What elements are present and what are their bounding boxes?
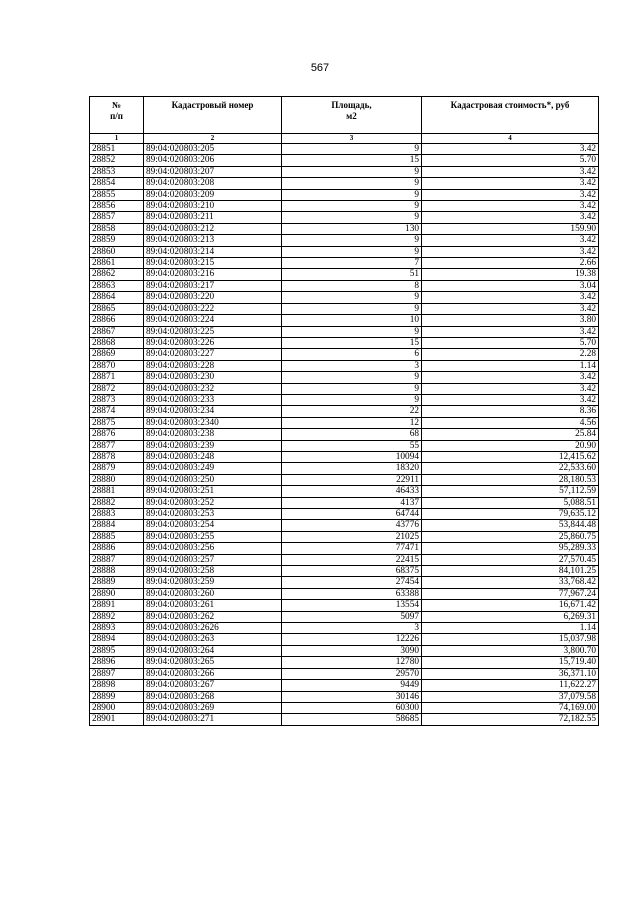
cell-area: 8: [282, 280, 422, 291]
cell-cadastral-number: 89:04:020803:217: [144, 280, 282, 291]
cell-cadastral-number: 89:04:020803:220: [144, 292, 282, 303]
cell-index: 28887: [90, 554, 144, 565]
table-row: [90, 531, 599, 542]
cell-area: 29570: [282, 668, 422, 679]
cell-index: 28886: [90, 543, 144, 554]
cell-value: 95,289.33: [422, 543, 599, 554]
cell-index: 28897: [90, 668, 144, 679]
cell-cadastral-number: 89:04:020803:206: [144, 155, 282, 166]
table-row: [90, 144, 599, 155]
cell-index: 28874: [90, 406, 144, 417]
cell-area: 3: [282, 360, 422, 371]
table-row: [90, 155, 599, 166]
cell-cadastral-number: 89:04:020803:271: [144, 714, 282, 725]
table-row: [90, 394, 599, 405]
cell-area: 27454: [282, 577, 422, 588]
cell-index: 28873: [90, 394, 144, 405]
cell-value: 57,112.59: [422, 486, 599, 497]
cell-index: 28878: [90, 451, 144, 462]
cell-area: 21025: [282, 531, 422, 542]
table-row: [90, 223, 599, 234]
cell-value: 27,570.45: [422, 554, 599, 565]
cell-value: 3,800.70: [422, 645, 599, 656]
cell-index: 28893: [90, 623, 144, 634]
table-row: [90, 315, 599, 326]
cell-index: 28901: [90, 714, 144, 725]
cell-index: 28853: [90, 166, 144, 177]
table-row: [90, 645, 599, 656]
cell-area: 18320: [282, 463, 422, 474]
cell-index: 28872: [90, 383, 144, 394]
cell-cadastral-number: 89:04:020803:257: [144, 554, 282, 565]
cell-cadastral-number: 89:04:020803:222: [144, 303, 282, 314]
table-row: [90, 474, 599, 485]
cell-value: 3.42: [422, 144, 599, 155]
table-row: [90, 189, 599, 200]
cell-index: 28883: [90, 509, 144, 520]
cell-cadastral-number: 89:04:020803:263: [144, 634, 282, 645]
cell-value: 12,415.62: [422, 451, 599, 462]
cell-area: 60300: [282, 702, 422, 713]
cell-cadastral-number: 89:04:020803:250: [144, 474, 282, 485]
table-body: [90, 144, 599, 726]
table-row: [90, 566, 599, 577]
cell-cadastral-number: 89:04:020803:205: [144, 144, 282, 155]
cell-area: 9: [282, 201, 422, 212]
cell-area: 51: [282, 269, 422, 280]
table-row: [90, 212, 599, 223]
table-row: [90, 691, 599, 702]
cell-value: 3.42: [422, 303, 599, 314]
cell-index: 28876: [90, 429, 144, 440]
cell-index: 28856: [90, 201, 144, 212]
cell-area: 10094: [282, 451, 422, 462]
table-row: [90, 235, 599, 246]
cell-index: 28877: [90, 440, 144, 451]
cell-value: 3.42: [422, 201, 599, 212]
cell-value: 3.42: [422, 178, 599, 189]
cell-area: 9: [282, 246, 422, 257]
cell-cadastral-number: 89:04:020803:264: [144, 645, 282, 656]
cell-value: 3.42: [422, 326, 599, 337]
cell-value: 159.90: [422, 223, 599, 234]
table-row: [90, 588, 599, 599]
table-row: [90, 714, 599, 725]
cell-cadastral-number: 89:04:020803:216: [144, 269, 282, 280]
cell-area: 9: [282, 383, 422, 394]
cell-value: 3.80: [422, 315, 599, 326]
cell-value: 3.42: [422, 292, 599, 303]
cell-area: 46433: [282, 486, 422, 497]
table-row: [90, 269, 599, 280]
cell-index: 28855: [90, 189, 144, 200]
cell-cadastral-number: 89:04:020803:252: [144, 497, 282, 508]
table-row: [90, 280, 599, 291]
cell-area: 9: [282, 178, 422, 189]
table-row: [90, 509, 599, 520]
table-row: [90, 623, 599, 634]
cell-value: 25.84: [422, 429, 599, 440]
cell-cadastral-number: 89:04:020803:267: [144, 680, 282, 691]
cell-cadastral-number: 89:04:020803:258: [144, 566, 282, 577]
cell-value: 20.90: [422, 440, 599, 451]
cell-cadastral-number: 89:04:020803:209: [144, 189, 282, 200]
cell-index: 28898: [90, 680, 144, 691]
table-row: [90, 668, 599, 679]
cell-cadastral-number: 89:04:020803:239: [144, 440, 282, 451]
cell-value: 3.42: [422, 383, 599, 394]
cell-index: 28889: [90, 577, 144, 588]
cell-area: 9: [282, 189, 422, 200]
cell-index: 28885: [90, 531, 144, 542]
cell-value: 6,269.31: [422, 611, 599, 622]
cell-cadastral-number: 89:04:020803:248: [144, 451, 282, 462]
header-index-line1: №: [111, 100, 122, 110]
cell-index: 28859: [90, 235, 144, 246]
cadastral-table: [89, 96, 599, 726]
table-row: [90, 258, 599, 269]
cell-cadastral-number: 89:04:020803:249: [144, 463, 282, 474]
cell-area: 68: [282, 429, 422, 440]
cell-cadastral-number: 89:04:020803:227: [144, 349, 282, 360]
table-row: [90, 611, 599, 622]
cell-index: 28890: [90, 588, 144, 599]
cell-area: 43776: [282, 520, 422, 531]
column-number: 2: [144, 134, 282, 144]
cell-area: 58685: [282, 714, 422, 725]
cell-area: 9: [282, 303, 422, 314]
cell-area: 9: [282, 144, 422, 155]
cell-value: 3.42: [422, 189, 599, 200]
table-row: [90, 349, 599, 360]
cell-area: 7: [282, 258, 422, 269]
table-row: [90, 486, 599, 497]
table-row: [90, 497, 599, 508]
cell-value: 1.14: [422, 623, 599, 634]
cell-index: 28867: [90, 326, 144, 337]
cell-cadastral-number: 89:04:020803:259: [144, 577, 282, 588]
column-number: 3: [282, 134, 422, 144]
cell-cadastral-number: 89:04:020803:260: [144, 588, 282, 599]
column-number-row: [90, 134, 599, 144]
table-row: [90, 702, 599, 713]
cell-index: 28857: [90, 212, 144, 223]
cell-value: 3.04: [422, 280, 599, 291]
cell-area: 3: [282, 623, 422, 634]
table-row: [90, 463, 599, 474]
cell-value: 3.42: [422, 235, 599, 246]
cell-value: 72,182.55: [422, 714, 599, 725]
table-row: [90, 383, 599, 394]
header-cadastral-number: Кадастровый номер: [144, 97, 282, 134]
cell-cadastral-number: 89:04:020803:238: [144, 429, 282, 440]
table-row: [90, 680, 599, 691]
cell-value: 33,768.42: [422, 577, 599, 588]
table-row: [90, 372, 599, 383]
header-cadastral-value: Кадастровая стоимость*, руб: [422, 97, 599, 134]
table-row: [90, 292, 599, 303]
cell-cadastral-number: 89:04:020803:251: [144, 486, 282, 497]
cell-cadastral-number: 89:04:020803:210: [144, 201, 282, 212]
header-area: [282, 97, 422, 134]
cell-area: 55: [282, 440, 422, 451]
cell-area: 9449: [282, 680, 422, 691]
table-row: [90, 406, 599, 417]
cell-area: 15: [282, 337, 422, 348]
cell-value: 11,622.27: [422, 680, 599, 691]
table-row: [90, 429, 599, 440]
cell-index: 28863: [90, 280, 144, 291]
cell-cadastral-number: 89:04:020803:211: [144, 212, 282, 223]
cell-cadastral-number: 89:04:020803:212: [144, 223, 282, 234]
cell-area: 10: [282, 315, 422, 326]
table-row: [90, 554, 599, 565]
cell-index: 28870: [90, 360, 144, 371]
cell-cadastral-number: 89:04:020803:230: [144, 372, 282, 383]
cell-index: 28869: [90, 349, 144, 360]
cell-index: 28858: [90, 223, 144, 234]
cell-index: 28865: [90, 303, 144, 314]
cell-area: 12780: [282, 657, 422, 668]
cell-cadastral-number: 89:04:020803:262: [144, 611, 282, 622]
table-row: [90, 166, 599, 177]
table-row: [90, 451, 599, 462]
header-area-line1: Площадь,: [331, 100, 372, 110]
header-index-line2: п/п: [110, 111, 123, 121]
cell-value: 22,533.60: [422, 463, 599, 474]
cell-cadastral-number: 89:04:020803:254: [144, 520, 282, 531]
cell-area: 9: [282, 326, 422, 337]
cell-area: 9: [282, 394, 422, 405]
cell-area: 77471: [282, 543, 422, 554]
cell-index: 28896: [90, 657, 144, 668]
cell-index: 28888: [90, 566, 144, 577]
table-row: [90, 543, 599, 554]
cell-index: 28900: [90, 702, 144, 713]
cell-index: 28852: [90, 155, 144, 166]
cell-area: 130: [282, 223, 422, 234]
cell-cadastral-number: 89:04:020803:226: [144, 337, 282, 348]
cell-cadastral-number: 89:04:020803:224: [144, 315, 282, 326]
cell-cadastral-number: 89:04:020803:2626: [144, 623, 282, 634]
cell-index: 28864: [90, 292, 144, 303]
cell-area: 3090: [282, 645, 422, 656]
cell-area: 6: [282, 349, 422, 360]
cell-value: 84,101.25: [422, 566, 599, 577]
table-row: [90, 440, 599, 451]
cell-index: 28862: [90, 269, 144, 280]
header-area-line2: м2: [346, 111, 357, 121]
cell-area: 12226: [282, 634, 422, 645]
cell-area: 22911: [282, 474, 422, 485]
cell-cadastral-number: 89:04:020803:213: [144, 235, 282, 246]
cell-value: 3.42: [422, 166, 599, 177]
cell-cadastral-number: 89:04:020803:207: [144, 166, 282, 177]
cell-index: 28866: [90, 315, 144, 326]
cell-index: 28891: [90, 600, 144, 611]
table-row: [90, 634, 599, 645]
cell-value: 36,371.10: [422, 668, 599, 679]
cell-index: 28854: [90, 178, 144, 189]
cell-value: 2.28: [422, 349, 599, 360]
cell-value: 3.42: [422, 212, 599, 223]
cell-area: 68375: [282, 566, 422, 577]
cell-cadastral-number: 89:04:020803:233: [144, 394, 282, 405]
cell-cadastral-number: 89:04:020803:225: [144, 326, 282, 337]
cell-cadastral-number: 89:04:020803:208: [144, 178, 282, 189]
cell-cadastral-number: 89:04:020803:228: [144, 360, 282, 371]
table-row: [90, 178, 599, 189]
page-number: 567: [310, 62, 330, 74]
table-row: [90, 326, 599, 337]
cell-area: 9: [282, 292, 422, 303]
table-row: [90, 246, 599, 257]
table-row: [90, 577, 599, 588]
table-row: [90, 417, 599, 428]
cell-area: 5097: [282, 611, 422, 622]
cell-index: 28860: [90, 246, 144, 257]
cell-value: 3.42: [422, 394, 599, 405]
cell-value: 28,180.53: [422, 474, 599, 485]
table-header-row: [90, 97, 599, 134]
cell-index: 28871: [90, 372, 144, 383]
cell-cadastral-number: 89:04:020803:253: [144, 509, 282, 520]
cell-value: 5.70: [422, 155, 599, 166]
cell-value: 3.42: [422, 246, 599, 257]
cell-cadastral-number: 89:04:020803:268: [144, 691, 282, 702]
cell-value: 53,844.48: [422, 520, 599, 531]
cell-area: 9: [282, 235, 422, 246]
table-row: [90, 657, 599, 668]
cell-value: 5.70: [422, 337, 599, 348]
cell-cadastral-number: 89:04:020803:2340: [144, 417, 282, 428]
cell-value: 16,671.42: [422, 600, 599, 611]
table-row: [90, 600, 599, 611]
cell-area: 13554: [282, 600, 422, 611]
cell-cadastral-number: 89:04:020803:214: [144, 246, 282, 257]
header-index: [90, 97, 144, 134]
cell-area: 15: [282, 155, 422, 166]
cell-area: 12: [282, 417, 422, 428]
cell-value: 15,037.98: [422, 634, 599, 645]
cell-index: 28880: [90, 474, 144, 485]
cell-index: 28895: [90, 645, 144, 656]
cell-cadastral-number: 89:04:020803:255: [144, 531, 282, 542]
cell-value: 19.38: [422, 269, 599, 280]
cell-index: 28892: [90, 611, 144, 622]
cell-value: 37,079.58: [422, 691, 599, 702]
cell-value: 2.66: [422, 258, 599, 269]
column-number: 1: [90, 134, 144, 144]
table-row: [90, 303, 599, 314]
cell-cadastral-number: 89:04:020803:266: [144, 668, 282, 679]
cell-index: 28884: [90, 520, 144, 531]
cell-index: 28879: [90, 463, 144, 474]
cell-index: 28899: [90, 691, 144, 702]
cell-cadastral-number: 89:04:020803:234: [144, 406, 282, 417]
cell-index: 28882: [90, 497, 144, 508]
cell-cadastral-number: 89:04:020803:232: [144, 383, 282, 394]
cell-index: 28875: [90, 417, 144, 428]
cell-value: 1.14: [422, 360, 599, 371]
cell-area: 22: [282, 406, 422, 417]
cell-area: 9: [282, 212, 422, 223]
cell-index: 28868: [90, 337, 144, 348]
cell-value: 79,635.12: [422, 509, 599, 520]
table-row: [90, 201, 599, 212]
cell-area: 22415: [282, 554, 422, 565]
table-row: [90, 337, 599, 348]
cell-cadastral-number: 89:04:020803:269: [144, 702, 282, 713]
cell-area: 9: [282, 166, 422, 177]
cell-value: 15,719.40: [422, 657, 599, 668]
cell-value: 74,169.00: [422, 702, 599, 713]
cell-area: 64744: [282, 509, 422, 520]
cell-index: 28894: [90, 634, 144, 645]
cell-cadastral-number: 89:04:020803:215: [144, 258, 282, 269]
cell-index: 28881: [90, 486, 144, 497]
column-number: 4: [422, 134, 599, 144]
cell-index: 28861: [90, 258, 144, 269]
cell-cadastral-number: 89:04:020803:256: [144, 543, 282, 554]
cell-value: 3.42: [422, 372, 599, 383]
cell-value: 5,088.51: [422, 497, 599, 508]
cell-index: 28851: [90, 144, 144, 155]
cell-value: 8.36: [422, 406, 599, 417]
cell-cadastral-number: 89:04:020803:261: [144, 600, 282, 611]
table-row: [90, 520, 599, 531]
cell-cadastral-number: 89:04:020803:265: [144, 657, 282, 668]
table-row: [90, 360, 599, 371]
cell-area: 30146: [282, 691, 422, 702]
cell-area: 9: [282, 372, 422, 383]
cell-value: 77,967.24: [422, 588, 599, 599]
cell-area: 63388: [282, 588, 422, 599]
cell-value: 4.56: [422, 417, 599, 428]
cell-area: 4137: [282, 497, 422, 508]
cell-value: 25,860.75: [422, 531, 599, 542]
